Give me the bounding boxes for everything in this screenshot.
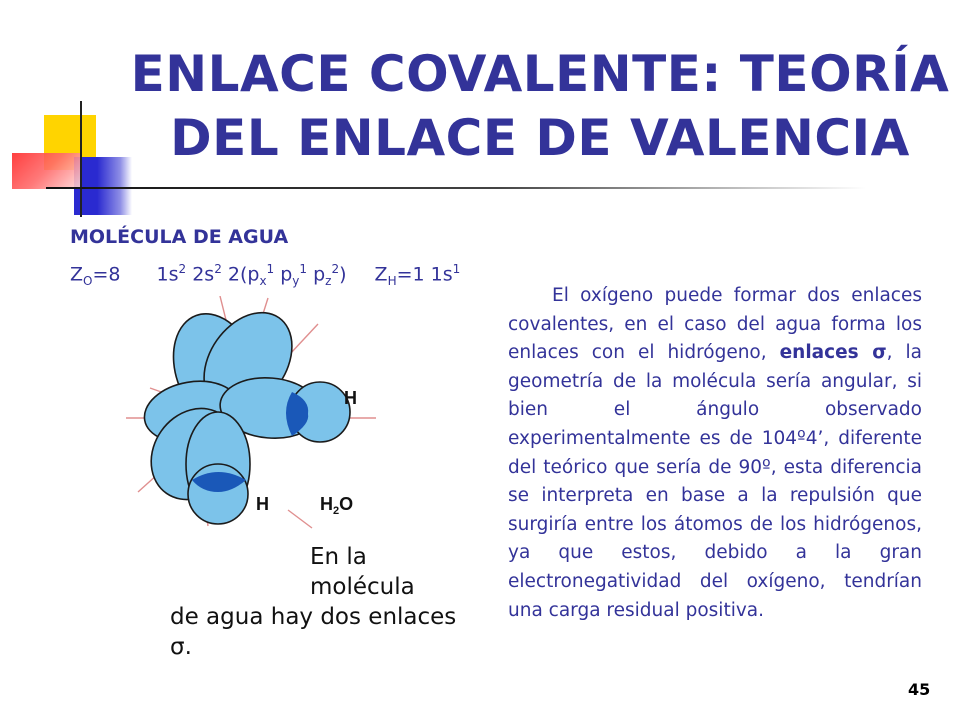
py-exp: 1 (299, 262, 308, 276)
orbital-pz: p (313, 263, 326, 286)
pz-sub: z (325, 274, 332, 289)
water-orbital-diagram (120, 296, 400, 546)
orbital-2s-exp: 2 (214, 262, 222, 276)
orbital-p-close: ) (339, 263, 347, 286)
paragraph-bold: enlaces σ (779, 342, 887, 364)
h-label-bottom: H (256, 494, 269, 514)
orbital-py: p (280, 263, 293, 286)
deco-blue-square (74, 157, 132, 215)
zo-value: =8 (92, 263, 121, 286)
zh-label: Z (374, 263, 388, 286)
electron-configuration (70, 262, 460, 288)
formula-sub: 2 (333, 505, 340, 517)
zh-value: =1 (396, 263, 425, 286)
water-formula (320, 494, 353, 517)
paragraph-part-1: El oxígeno puede formar dos enlaces covalentes, en el caso del agua forma los enlaces con el hidrógeno, (508, 285, 922, 364)
formula-main: H (320, 494, 333, 514)
h-orbital-exp: 1 (452, 262, 461, 276)
py-sub: y (292, 274, 300, 289)
caption-line-1: En la molécula (310, 544, 415, 600)
explanation-paragraph (508, 282, 922, 625)
section-subtitle: MOLÉCULA DE AGUA (70, 226, 289, 248)
pz-exp: 2 (331, 262, 340, 276)
zh-sub: H (387, 274, 397, 289)
diagram-caption (170, 542, 470, 662)
paragraph-part-2: , la geometría de la molécula sería angular, si bien el ángulo observado experimentalmente es de 104º4’, diferente del teórico que sería de 90º, esta diferencia se interpreta en base a la repulsión que surgiría entre los átomos de los hidrógenos, ya que estos, debido a la gran electronegatividad del oxígeno, tendrían una carga residual positiva. (508, 342, 922, 621)
corner-decoration (0, 95, 140, 225)
orbital-p-open: 2(p (227, 263, 260, 286)
px-sub: x (259, 274, 267, 289)
deco-vertical-line (80, 101, 82, 217)
orbital-1s-exp: 2 (178, 262, 187, 276)
page-number: 45 (908, 680, 931, 699)
orbital-2s: 2s (192, 263, 215, 286)
title-underline (46, 187, 866, 189)
h-label-right: H (344, 388, 357, 408)
slide-title: ENLACE COVALENTE: TEORÍA DEL ENLACE DE VALENCIA (130, 45, 950, 167)
caption-line-2: de agua hay dos enlaces σ. (170, 604, 457, 660)
zo-label: Z (70, 263, 84, 286)
deco-red-square (12, 153, 80, 189)
h-orbital: 1s (430, 263, 453, 286)
orbital-1s: 1s (156, 263, 179, 286)
formula-end: O (339, 494, 354, 514)
px-exp: 1 (266, 262, 275, 276)
zo-sub: O (83, 274, 93, 289)
